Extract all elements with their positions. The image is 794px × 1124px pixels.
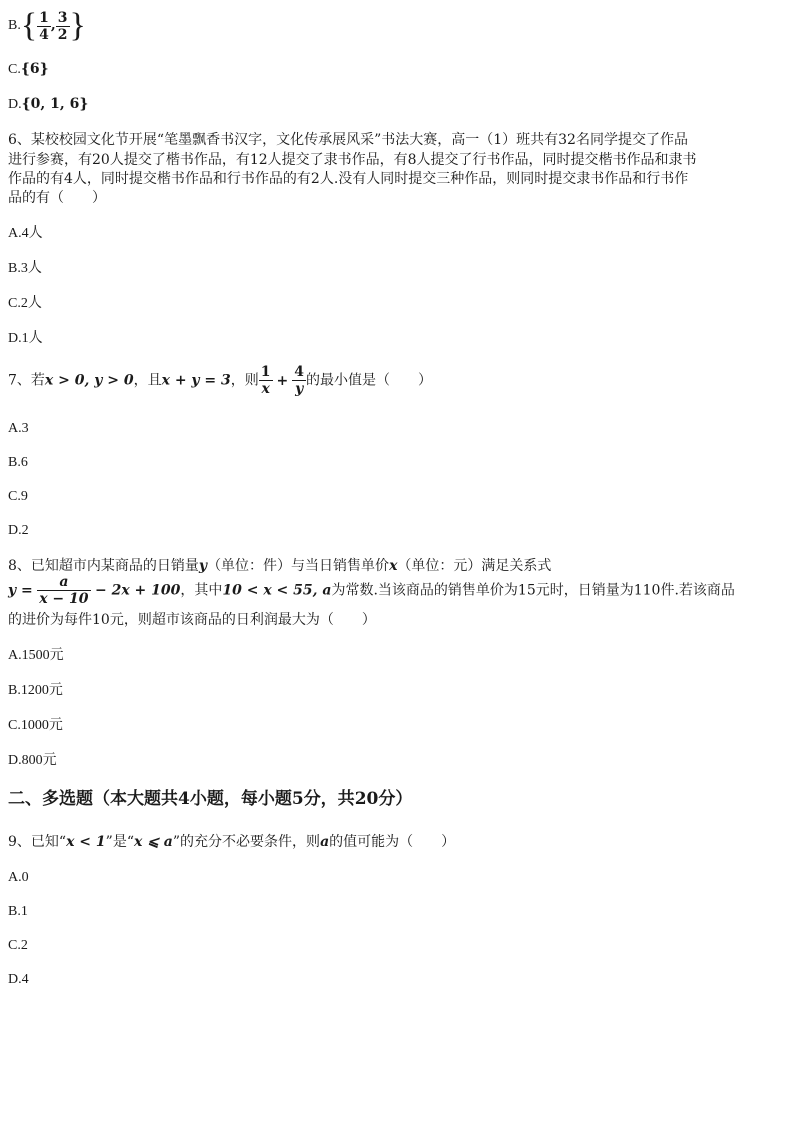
q8-text-line2: y = $\frac{a}{x - 10}$ − 2x + 100，其中10 < x < 55, a为常数.当该商品的销售单价为15元时，日销量为110件.若该商品 [8,574,735,607]
q7-stem: 7、若x > 0, y > 0，且x + y = 3，则 $\frac{1}{x}$ + $\frac{4}{y}$ 的最小值是（ ） [8,364,433,397]
q5-option-d: D.{0, 1, 6} [8,96,89,112]
q8-option-d: D.800元 [8,753,57,768]
q9-option-c: C.2 [8,938,28,953]
q6-text-line3: 作品的有4人，同时提交楷书作品和行书作品的有2人.没有人同时提交三种作品，则同时提交隶书作品和行书作 [8,171,689,187]
q6-text-line2: 进行参赛，有20人提交了楷书作品，有12人提交了隶书作品，有8人提交了行书作品，同时提交楷书作品和隶书 [8,152,697,168]
q6-option-b: B.3人 [8,261,42,276]
right-brace: } [69,7,86,44]
q9-stem: 9、已知“x < 1”是“x ⩽ a”的充分不必要条件，则a的值可能为（ ） [8,834,456,850]
q5-option-b: B.{ $\frac{1}{4}$ , $\frac{3}{2}$ } [8,7,86,44]
q9-option-a: A.0 [8,870,29,885]
q9-option-b: B.1 [8,904,28,919]
q6-text-line1: 6、某校校园文化节开展“笔墨飘香书汉字，文化传承展风采”书法大赛，高一（1）班共有32名同学提交了作品 [8,132,688,148]
q7-option-a: A.3 [8,421,29,436]
q8-text-line1: 8、已知超市内某商品的日销量y（单位：件）与当日销售单价x（单位：元）满足关系式 [8,558,552,574]
q8-text-line3: 的进价为每件10元，则超市该商品的日利润最大为（ ） [8,612,376,628]
q7-option-c: C.9 [8,489,28,504]
q5-option-c: C.{6} [8,61,49,77]
q8-option-a: A.1500元 [8,648,64,663]
q9-option-d: D.4 [8,972,29,987]
q7-option-b: B.6 [8,455,28,470]
fraction-3-2: $\frac{3}{2}$ [57,9,68,43]
fraction-4-over-y: $\frac{4}{y}$ [294,364,305,397]
q8-option-b: B.1200元 [8,683,63,698]
q6-option-c: C.2人 [8,296,42,311]
q7-option-d: D.2 [8,523,29,538]
fraction-a-over-x-minus-10: $\frac{a}{x - 10}$ [39,574,89,607]
q6-option-a: A.4人 [8,226,43,241]
section-heading-multiple-choice: 二、多选题（本大题共4小题，每小题5分，共20分） [8,789,413,809]
q6-text-line4: 品的有（ ） [8,190,106,206]
q6-option-d: D.1人 [8,331,43,346]
left-brace: { [20,7,38,44]
q8-option-c: C.1000元 [8,718,63,733]
fraction-1-4: $\frac{1}{4}$ [39,9,49,43]
fraction-1-over-x: $\frac{1}{x}$ [260,364,271,397]
